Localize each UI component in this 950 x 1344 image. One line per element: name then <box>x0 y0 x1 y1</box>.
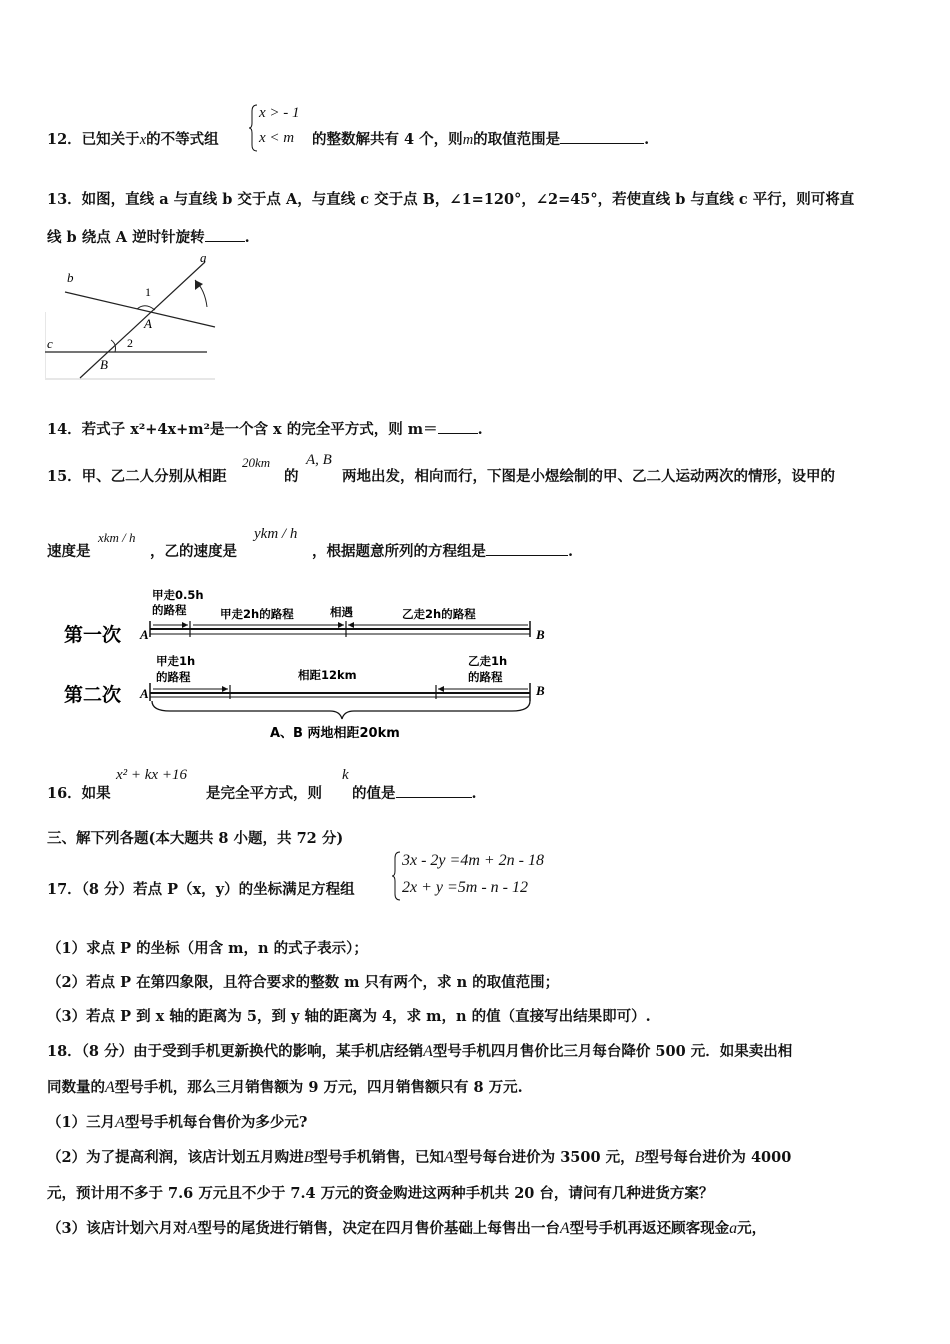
q18-line2-prefix: 同数量的 <box>47 1079 105 1096</box>
q12-end: . <box>644 131 650 148</box>
q13-line1: 13．如图，直线 a 与直线 b 交于点 A，与直线 c 交于点 B，∠1=120°，∠2=45°，若使直线 b 与直线 c 平行，则可将直 <box>47 191 855 208</box>
row1-seg1-label1: 甲走0.5h <box>152 588 204 602</box>
q15-speed-x: xkm / h <box>98 530 136 545</box>
q18-var-A: A <box>115 1114 125 1131</box>
q12-answer-blank[interactable] <box>560 129 644 144</box>
q18-sub2-prefix: （2）为了提高利润，该店计划五月购进 <box>47 1149 304 1166</box>
q13-figure <box>45 252 220 380</box>
q18-var-A: A <box>559 1220 570 1237</box>
q18-sub3-suffix: 元， <box>737 1220 767 1237</box>
q12-line <box>47 128 219 149</box>
label-c: c <box>47 336 53 351</box>
brace-icon <box>249 103 259 153</box>
q18-sub1-prefix: （1）三月 <box>47 1114 116 1131</box>
q15-points: A, B <box>306 452 332 468</box>
row2-seg3-label1: 乙走1h <box>468 654 508 668</box>
q12-suffix1: 的整数解共有 4 个，则 <box>312 131 463 148</box>
q17-eq1: 3x - 2y =4m + 2n - 18 <box>402 852 545 869</box>
q18-line1 <box>47 1040 792 1061</box>
q12-var-m: m <box>462 132 474 148</box>
label-1: 1 <box>145 285 151 299</box>
row1-seg4-label: 乙走2h的路程 <box>402 607 476 621</box>
q12-inequality-system <box>249 103 319 153</box>
q15-mid: 的 <box>284 468 299 485</box>
q16-tail <box>352 782 477 803</box>
row2-gap-label: 相距12km <box>298 668 357 682</box>
row1-point-A: A <box>140 627 149 642</box>
label-a: a <box>200 252 207 265</box>
q15-speed-y: ykm / h <box>254 526 298 542</box>
q16-var-k: k <box>342 767 349 783</box>
q18-sub1 <box>47 1111 307 1132</box>
row1-point-B: B <box>536 627 545 642</box>
q17-eq2: 2x + y =5m - n - 12 <box>402 879 529 896</box>
q16-expr: x² + kx +16 <box>116 767 187 783</box>
q16-mid: 是完全平方式，则 <box>206 785 322 802</box>
q18-line1-suffix: 型号手机四月售价比三月每台降价 500 元．如果卖出相 <box>432 1043 793 1060</box>
q18-var-B: B <box>634 1149 645 1166</box>
q18-var-A: A <box>105 1079 115 1096</box>
q18-sub2-line2: 元，预计用不多于 7.6 万元且不少于 7.4 万元的资金购进这两种手机共 20 台，请问有几种进货方案？ <box>47 1185 714 1202</box>
q18-var-A: A <box>187 1220 198 1237</box>
q15-suffix: 两地出发，相向而行，下图是小煜绘制的甲、乙二人运动两次的情形，设甲的 <box>342 468 835 485</box>
q17-sub3: （3）若点 P 到 x 轴的距离为 5，到 y 轴的距离为 4，求 m，n 的值（直接写出结果即可）. <box>47 1008 651 1025</box>
row2-point-A: A <box>140 686 149 701</box>
first-trip-label: 第一次 <box>64 624 122 646</box>
q18-sub2-mid: 型号手机销售，已知 <box>313 1149 444 1166</box>
q15-prefix: 15．甲、乙二人分别从相距 <box>47 468 227 485</box>
label-b: b <box>67 270 74 285</box>
q15-line2-mid: ，乙的速度是 <box>150 543 237 560</box>
q18-sub3 <box>47 1217 766 1238</box>
row1-seg2-label: 甲走2h的路程 <box>220 607 294 621</box>
row2-seg1-label1: 甲走1h <box>156 654 196 668</box>
q12-sys-line1: x > - 1 <box>259 105 300 121</box>
row1-meet-label: 相遇 <box>330 605 353 619</box>
q16-suffix: 的值是 <box>352 785 396 802</box>
q16-answer-blank[interactable] <box>396 783 472 798</box>
q13-answer-blank[interactable] <box>205 227 245 242</box>
q18-line2 <box>47 1076 523 1097</box>
q12-prefix: 12．已知关于 <box>47 131 140 148</box>
q15-answer-blank[interactable] <box>486 541 568 556</box>
q14-line <box>47 418 483 439</box>
row2-seg3-label2: 的路程 <box>468 670 503 684</box>
q16-end: . <box>471 785 477 802</box>
q18-line1-prefix: 18．（8 分）由于受到手机更新换代的影响，某手机店经销 <box>47 1043 424 1060</box>
q18-sub2-mid2: 型号每台进价为 3500 元， <box>453 1149 635 1166</box>
q13-line2-prefix: 线 b 绕点 A 逆时针旋转 <box>47 229 205 246</box>
label-A: A <box>144 316 152 331</box>
q18-var-a: a <box>729 1220 738 1237</box>
q17-sub2: （2）若点 P 在第四象限，且符合要求的整数 m 只有两个，求 n 的取值范围； <box>47 974 560 991</box>
q18-line2-suffix: 型号手机，那么三月销售额为 9 万元，四月销售额只有 8 万元. <box>114 1079 523 1096</box>
q18-sub3-prefix: （3）该店计划六月对 <box>47 1220 188 1237</box>
q17-equation-system <box>392 850 592 902</box>
q15-dist: 20km <box>242 455 271 470</box>
q18-sub2 <box>47 1146 791 1167</box>
q15-line2-tail <box>312 540 573 561</box>
row1-seg1-label2: 的路程 <box>152 603 187 617</box>
q15-line2-prefix: 速度是 <box>47 543 91 560</box>
q13-end: . <box>244 229 250 246</box>
q17-sub1: （1）求点 P 的坐标（用含 m，n 的式子表示）； <box>47 940 368 957</box>
total-distance-label: A、B 两地相距20km <box>270 726 400 741</box>
q12-mid: 的不等式组 <box>146 131 219 148</box>
q12-suffix2: 的取值范围是 <box>473 131 561 148</box>
q15-diagram <box>60 585 580 745</box>
label-B: B <box>100 357 108 372</box>
q16-prefix: 16．如果 <box>47 785 111 802</box>
q18-var-B: B <box>303 1149 314 1166</box>
label-2: 2 <box>127 336 133 350</box>
q14-text: 14．若式子 x²+4x+m²是一个含 x 的完全平方式，则 m＝ <box>47 421 438 438</box>
q14-answer-blank[interactable] <box>438 419 478 434</box>
q12-var-x: x <box>139 132 147 148</box>
q12-line-tail <box>312 128 649 149</box>
row2-seg1-label2: 的路程 <box>156 670 191 684</box>
q12-sys-line2: x < m <box>259 130 295 146</box>
distance-brace-icon <box>152 701 530 719</box>
row2-point-B: B <box>536 683 545 698</box>
brace-icon <box>392 850 402 902</box>
q18-sub3-mid2: 型号手机再返还顾客现金 <box>569 1220 730 1237</box>
q14-end: . <box>477 421 483 438</box>
q18-sub2-suffix: 型号每台进价为 4000 <box>644 1149 792 1166</box>
q13-line2 <box>47 226 250 247</box>
second-trip-label: 第二次 <box>64 684 122 706</box>
q15-end: . <box>568 543 574 560</box>
q18-sub1-suffix: 型号手机每台售价为多少元? <box>124 1114 308 1131</box>
q15-line2-suffix: ，根据题意所列的方程组是 <box>312 543 486 560</box>
q18-sub3-mid: 型号的尾货进行销售，决定在四月售价基础上每售出一台 <box>197 1220 560 1237</box>
section3-title: 三、解下列各题(本大题共 8 小题，共 72 分) <box>47 830 344 847</box>
q18-var-A: A <box>443 1149 454 1166</box>
q17-prefix: 17．（8 分）若点 P（x，y）的坐标满足方程组 <box>47 881 355 898</box>
q18-var-A: A <box>423 1043 433 1060</box>
